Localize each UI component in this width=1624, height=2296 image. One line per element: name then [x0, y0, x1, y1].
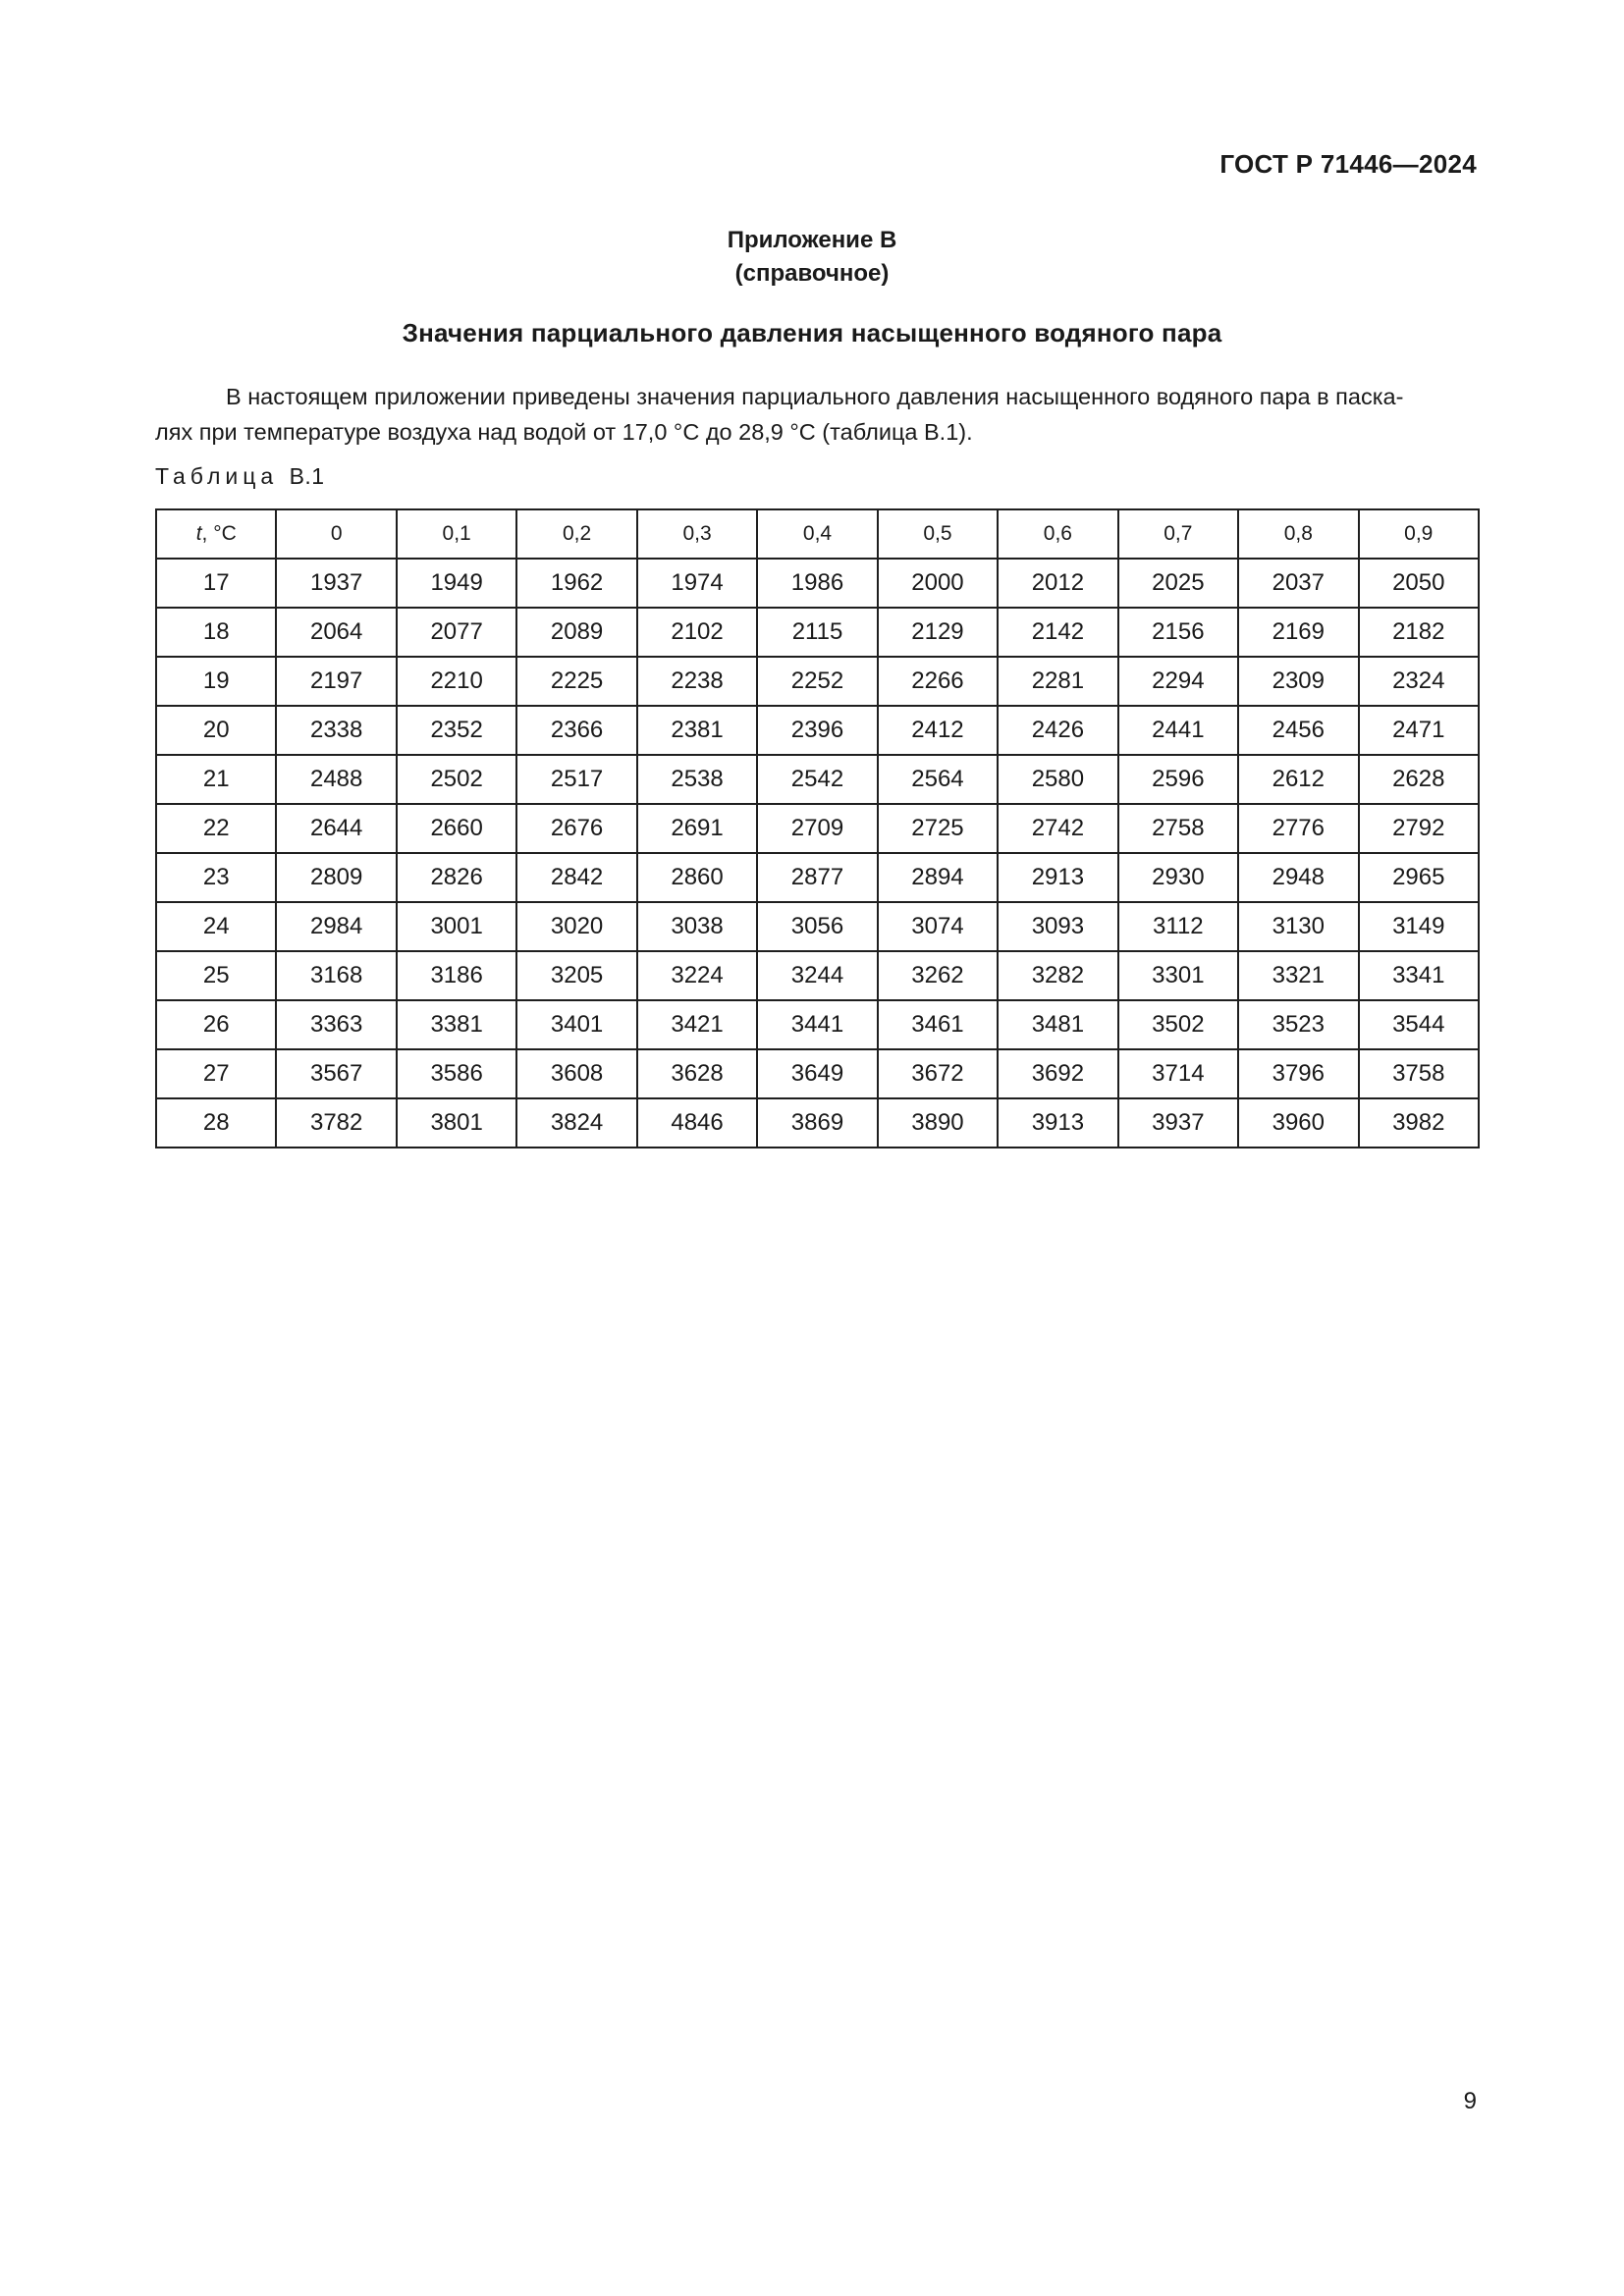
header-col: 0,7: [1118, 509, 1238, 559]
pressure-cell: 2860: [637, 853, 757, 902]
pressure-cell: 3937: [1118, 1098, 1238, 1148]
pressure-cell: 3824: [516, 1098, 636, 1148]
pressure-cell: 3020: [516, 902, 636, 951]
intro-paragraph: [155, 379, 1479, 450]
pressure-cell: 2596: [1118, 755, 1238, 804]
row-temperature: 18: [156, 608, 276, 657]
pressure-cell: 2197: [276, 657, 396, 706]
intro-line-1: В настоящем приложении приведены значения парциального давления насыщенного водяного пара в паска-: [226, 384, 1404, 409]
pressure-cell: 2965: [1359, 853, 1479, 902]
pressure-cell: 3056: [757, 902, 877, 951]
table-row: [156, 608, 1479, 657]
appendix-heading: [0, 224, 1624, 291]
pressure-cell: 2792: [1359, 804, 1479, 853]
pressure-cell: 3186: [397, 951, 516, 1000]
pressure-cell: 2012: [998, 559, 1117, 608]
vapor-pressure-table: [155, 508, 1480, 1148]
pressure-cell: 2441: [1118, 706, 1238, 755]
pressure-cell: 3481: [998, 1000, 1117, 1049]
header-col: 0,8: [1238, 509, 1358, 559]
row-temperature: 26: [156, 1000, 276, 1049]
pressure-cell: 2252: [757, 657, 877, 706]
pressure-cell: 2564: [878, 755, 998, 804]
pressure-cell: 3421: [637, 1000, 757, 1049]
pressure-cell: 3714: [1118, 1049, 1238, 1098]
row-temperature: 17: [156, 559, 276, 608]
pressure-cell: 3074: [878, 902, 998, 951]
pressure-cell: 2913: [998, 853, 1117, 902]
pressure-cell: 2517: [516, 755, 636, 804]
pressure-cell: 2396: [757, 706, 877, 755]
pressure-cell: 2025: [1118, 559, 1238, 608]
appendix-subtitle: (справочное): [734, 260, 890, 287]
page-number: 9: [1463, 2088, 1477, 2114]
pressure-cell: 3586: [397, 1049, 516, 1098]
pressure-cell: 2742: [998, 804, 1117, 853]
pressure-cell: 3649: [757, 1049, 877, 1098]
table-caption-number: В.1: [289, 463, 325, 489]
document-code: ГОСТ Р 71446—2024: [1219, 149, 1477, 179]
pressure-cell: 3112: [1118, 902, 1238, 951]
pressure-cell: 2294: [1118, 657, 1238, 706]
pressure-cell: 3205: [516, 951, 636, 1000]
pressure-cell: 2064: [276, 608, 396, 657]
header-col: 0,2: [516, 509, 636, 559]
pressure-cell: 2776: [1238, 804, 1358, 853]
pressure-cell: 2115: [757, 608, 877, 657]
pressure-cell: 2156: [1118, 608, 1238, 657]
table-row: [156, 559, 1479, 608]
pressure-cell: 2309: [1238, 657, 1358, 706]
pressure-cell: 2210: [397, 657, 516, 706]
table-header-row: [156, 509, 1479, 559]
pressure-cell: 2542: [757, 755, 877, 804]
pressure-cell: 3149: [1359, 902, 1479, 951]
pressure-cell: 2412: [878, 706, 998, 755]
section-title: Значения парциального давления насыщенного водяного пара: [402, 318, 1222, 347]
pressure-cell: 2826: [397, 853, 516, 902]
pressure-cell: 3301: [1118, 951, 1238, 1000]
pressure-cell: 3758: [1359, 1049, 1479, 1098]
header-col: 0,9: [1359, 509, 1479, 559]
row-temperature: 25: [156, 951, 276, 1000]
pressure-cell: 3869: [757, 1098, 877, 1148]
pressure-cell: 1962: [516, 559, 636, 608]
pressure-cell: 3608: [516, 1049, 636, 1098]
pressure-cell: 2809: [276, 853, 396, 902]
header-temperature-unit: , °С: [201, 522, 237, 545]
pressure-cell: 2077: [397, 608, 516, 657]
pressure-cell: 2456: [1238, 706, 1358, 755]
table-row: [156, 853, 1479, 902]
header-temperature-symbol: t: [195, 522, 202, 545]
pressure-cell: 2676: [516, 804, 636, 853]
row-temperature: 24: [156, 902, 276, 951]
table-row: [156, 1098, 1479, 1148]
table-body: [156, 559, 1479, 1148]
pressure-cell: 3321: [1238, 951, 1358, 1000]
pressure-cell: 3401: [516, 1000, 636, 1049]
pressure-cell: 3130: [1238, 902, 1358, 951]
pressure-cell: 2238: [637, 657, 757, 706]
pressure-cell: 2129: [878, 608, 998, 657]
pressure-cell: 2225: [516, 657, 636, 706]
pressure-cell: 2725: [878, 804, 998, 853]
pressure-cell: 2324: [1359, 657, 1479, 706]
row-temperature: 22: [156, 804, 276, 853]
pressure-cell: 2948: [1238, 853, 1358, 902]
pressure-cell: 1949: [397, 559, 516, 608]
pressure-cell: 2050: [1359, 559, 1479, 608]
pressure-cell: 3363: [276, 1000, 396, 1049]
table-row: [156, 1049, 1479, 1098]
pressure-cell: 3913: [998, 1098, 1117, 1148]
pressure-cell: 3244: [757, 951, 877, 1000]
pressure-cell: 1937: [276, 559, 396, 608]
pressure-cell: 2266: [878, 657, 998, 706]
pressure-cell: 3796: [1238, 1049, 1358, 1098]
header-col: 0,1: [397, 509, 516, 559]
table-row: [156, 951, 1479, 1000]
pressure-cell: 3523: [1238, 1000, 1358, 1049]
pressure-cell: 3672: [878, 1049, 998, 1098]
pressure-cell: 2381: [637, 706, 757, 755]
pressure-cell: 3960: [1238, 1098, 1358, 1148]
pressure-cell: 2660: [397, 804, 516, 853]
pressure-cell: 4846: [637, 1098, 757, 1148]
header-col: 0,4: [757, 509, 877, 559]
row-temperature: 27: [156, 1049, 276, 1098]
pressure-cell: 2877: [757, 853, 877, 902]
pressure-cell: 3890: [878, 1098, 998, 1148]
pressure-cell: 3782: [276, 1098, 396, 1148]
pressure-cell: 3282: [998, 951, 1117, 1000]
table-row: [156, 902, 1479, 951]
pressure-cell: 3262: [878, 951, 998, 1000]
header-col: 0,6: [998, 509, 1117, 559]
pressure-cell: 2488: [276, 755, 396, 804]
pressure-cell: 2984: [276, 902, 396, 951]
pressure-cell: 2502: [397, 755, 516, 804]
pressure-cell: 2089: [516, 608, 636, 657]
pressure-cell: 2169: [1238, 608, 1358, 657]
table-row: [156, 755, 1479, 804]
header-col: 0,5: [878, 509, 998, 559]
pressure-cell: 2709: [757, 804, 877, 853]
row-temperature: 23: [156, 853, 276, 902]
table-row: [156, 1000, 1479, 1049]
pressure-cell: 1974: [637, 559, 757, 608]
pressure-cell: 3628: [637, 1049, 757, 1098]
pressure-cell: 2930: [1118, 853, 1238, 902]
intro-line-2: лях при температуре воздуха над водой от 17,0 °С до 28,9 °С (таблица В.1).: [155, 419, 973, 445]
pressure-cell: 2102: [637, 608, 757, 657]
table-caption-word: Таблица: [155, 463, 279, 489]
pressure-cell: 3502: [1118, 1000, 1238, 1049]
pressure-cell: 3001: [397, 902, 516, 951]
row-temperature: 28: [156, 1098, 276, 1148]
pressure-cell: 3544: [1359, 1000, 1479, 1049]
pressure-cell: 2426: [998, 706, 1117, 755]
row-temperature: 21: [156, 755, 276, 804]
pressure-cell: 2580: [998, 755, 1117, 804]
header-temperature: [156, 509, 276, 559]
pressure-cell: 2352: [397, 706, 516, 755]
pressure-cell: 3341: [1359, 951, 1479, 1000]
pressure-cell: 2612: [1238, 755, 1358, 804]
pressure-cell: 2894: [878, 853, 998, 902]
appendix-title: Приложение В: [727, 227, 897, 253]
pressure-cell: 2366: [516, 706, 636, 755]
pressure-cell: 2471: [1359, 706, 1479, 755]
pressure-cell: 3381: [397, 1000, 516, 1049]
header-col: 0: [276, 509, 396, 559]
pressure-cell: 3801: [397, 1098, 516, 1148]
pressure-cell: 3567: [276, 1049, 396, 1098]
pressure-cell: 2037: [1238, 559, 1358, 608]
row-temperature: 19: [156, 657, 276, 706]
pressure-cell: 2281: [998, 657, 1117, 706]
pressure-cell: 2182: [1359, 608, 1479, 657]
pressure-cell: 3224: [637, 951, 757, 1000]
pressure-cell: 2691: [637, 804, 757, 853]
table-row: [156, 804, 1479, 853]
header-col: 0,3: [637, 509, 757, 559]
pressure-cell: 2628: [1359, 755, 1479, 804]
pressure-cell: 3038: [637, 902, 757, 951]
pressure-cell: 3441: [757, 1000, 877, 1049]
pressure-cell: 3982: [1359, 1098, 1479, 1148]
pressure-cell: 2338: [276, 706, 396, 755]
pressure-cell: 2644: [276, 804, 396, 853]
pressure-cell: 2538: [637, 755, 757, 804]
pressure-cell: 2842: [516, 853, 636, 902]
pressure-cell: 3168: [276, 951, 396, 1000]
table-row: [156, 657, 1479, 706]
table-caption: [155, 463, 325, 490]
row-temperature: 20: [156, 706, 276, 755]
pressure-cell: 2142: [998, 608, 1117, 657]
pressure-cell: 3692: [998, 1049, 1117, 1098]
pressure-cell: 2758: [1118, 804, 1238, 853]
pressure-cell: 3461: [878, 1000, 998, 1049]
table-row: [156, 706, 1479, 755]
pressure-cell: 3093: [998, 902, 1117, 951]
pressure-cell: 2000: [878, 559, 998, 608]
pressure-cell: 1986: [757, 559, 877, 608]
